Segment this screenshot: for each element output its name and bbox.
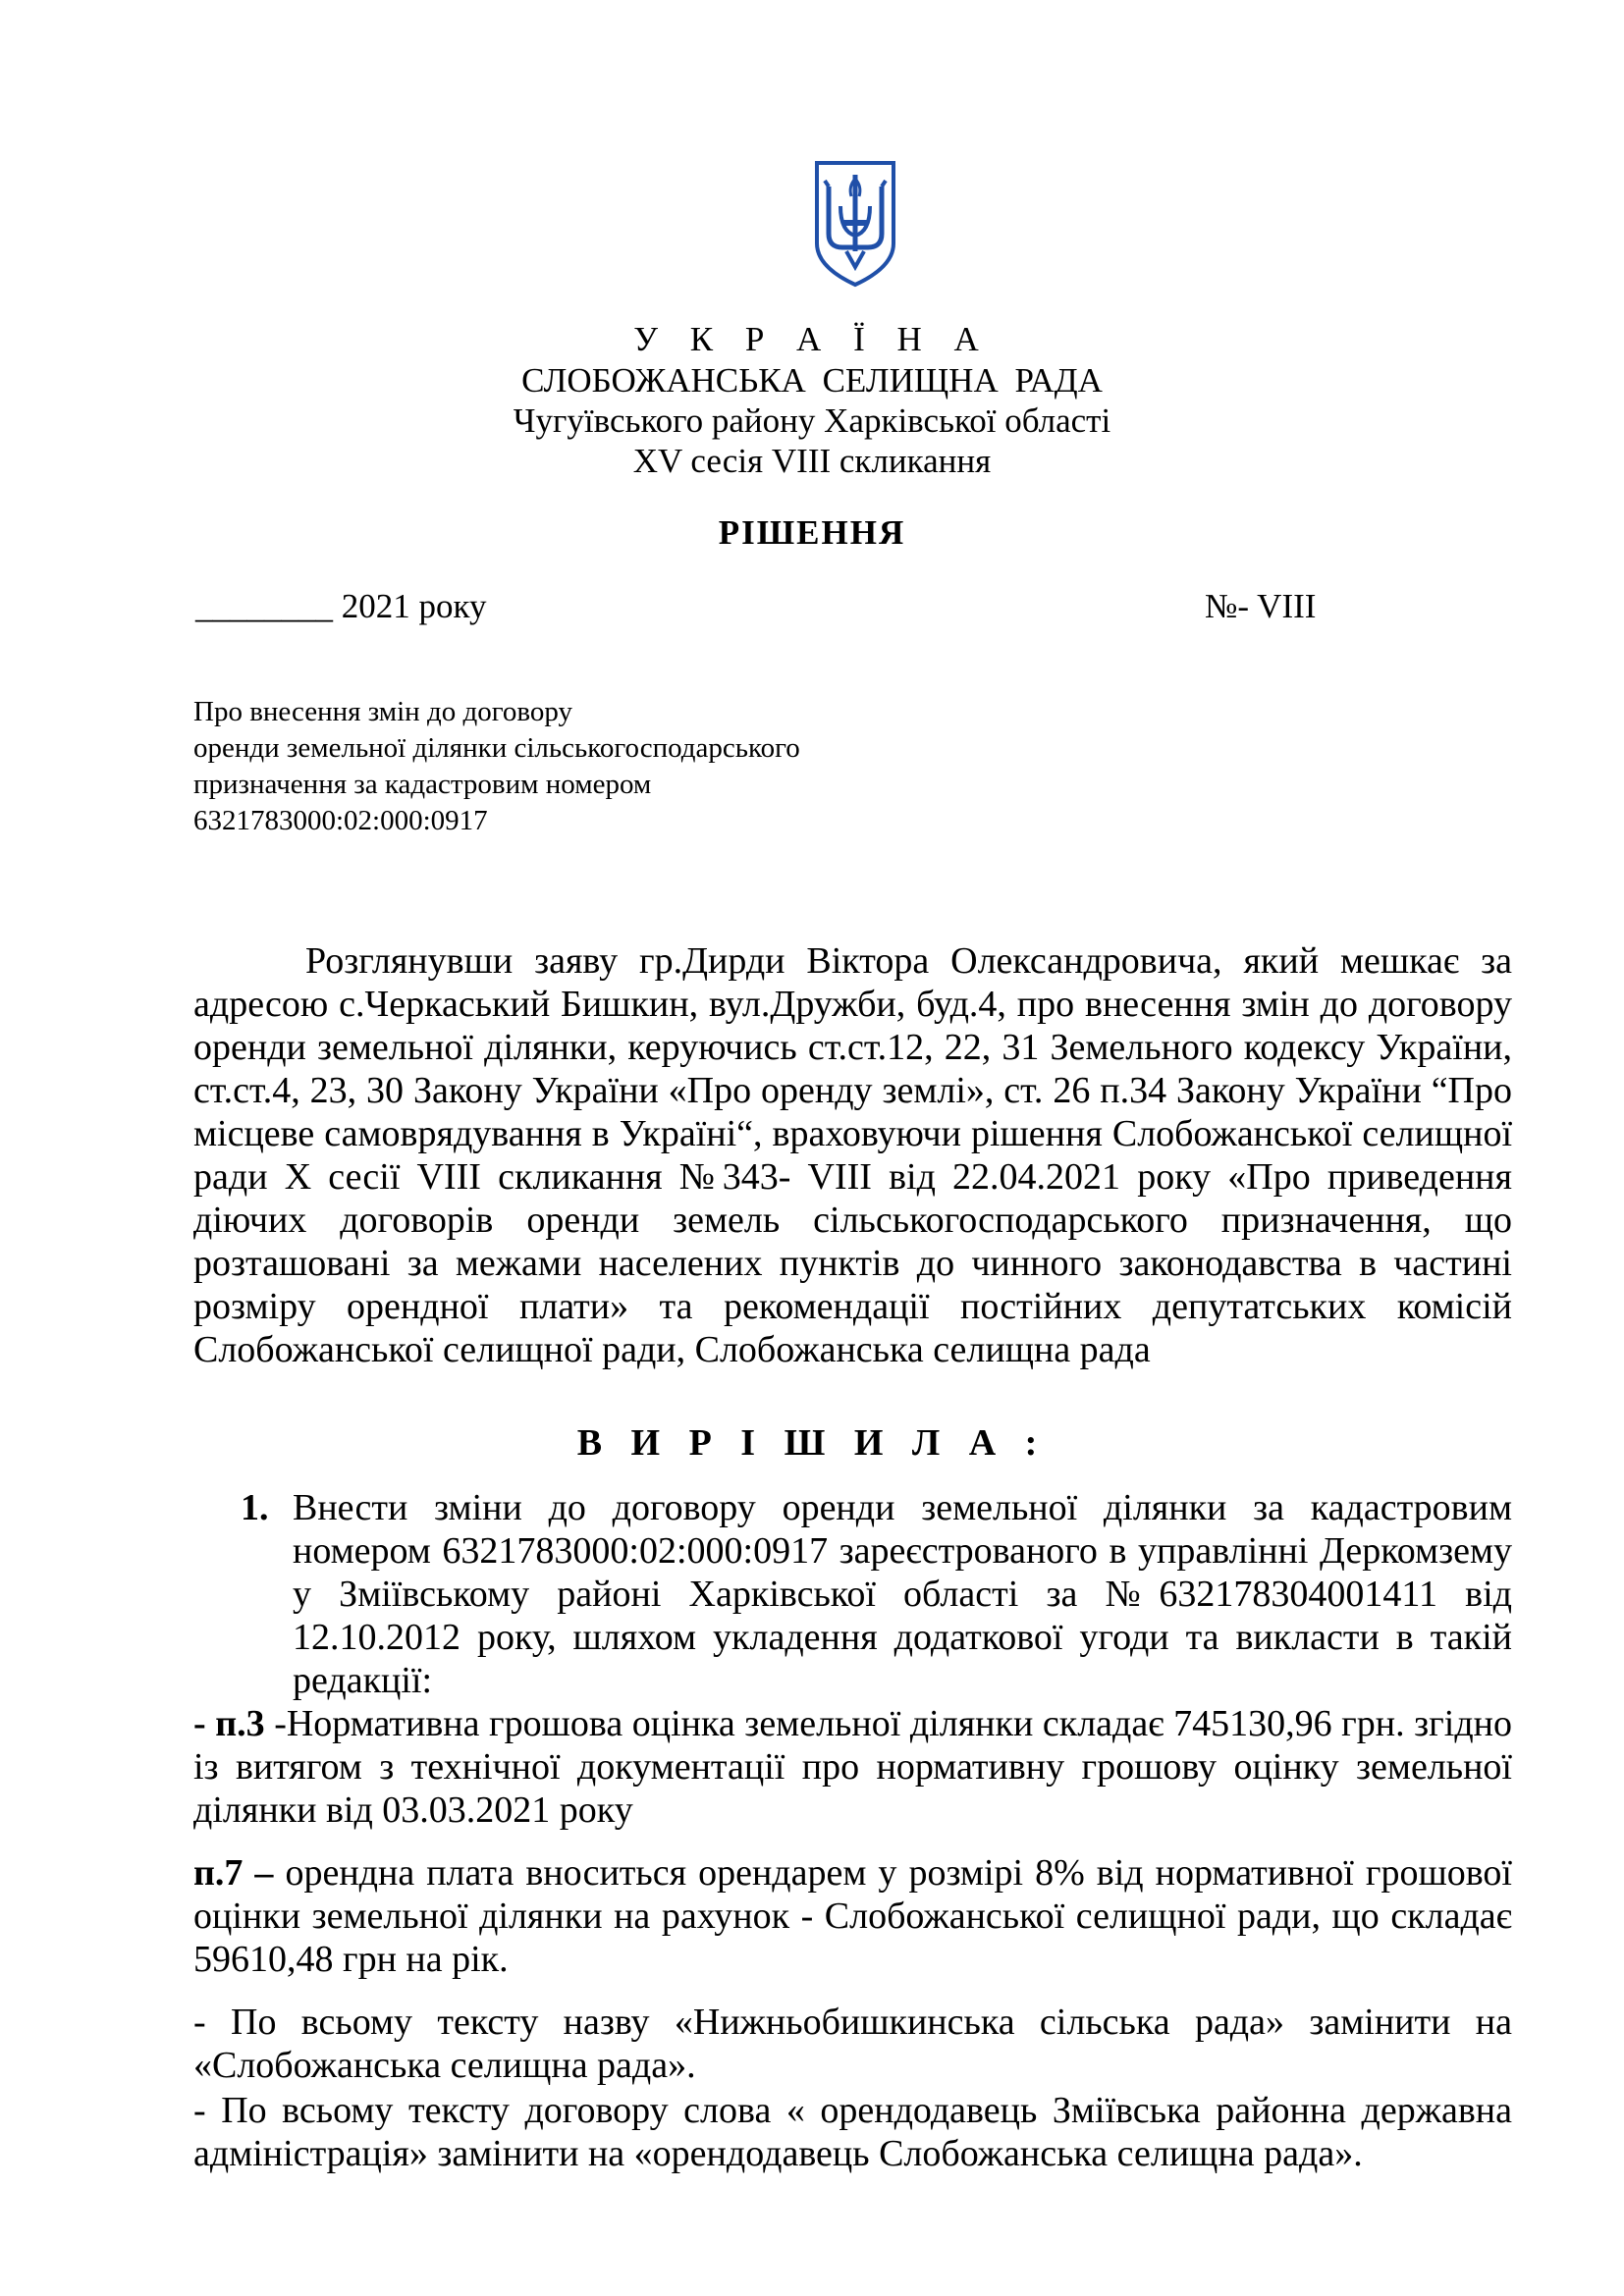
document-number: №- VIII: [1205, 587, 1317, 625]
header-session: XV сесія VIII скликання: [632, 442, 992, 480]
subject-line: 6321783000:02:000:0917: [193, 805, 488, 836]
replacement-bullet-1: - По всьому тексту назву «Нижньобишкинська сільська рада» замінити на «Слобожанська селищна рада».: [193, 2002, 1512, 2086]
clause-p3: [193, 1702, 1512, 1832]
clause-text: орендна плата вноситься орендарем у розмірі 8% від нормативної грошової оцінки земельної ділянки на рахунок - Слобожанської селищної ради, що складає 59610,48 грн на рік.: [193, 1852, 1512, 1980]
subject-line: оренди земельної ділянки сільськогосподарського: [193, 732, 800, 764]
document-title: РІШЕННЯ: [718, 513, 906, 552]
replacement-bullet-2: - По всьому тексту договору слова « орендодавець Зміївська районна державна адміністрація» замінити на «орендодавець Слобожанська селищна рада».: [193, 2090, 1512, 2174]
item-number: 1.: [241, 1487, 269, 1528]
clause-p7: [193, 1851, 1512, 1981]
subject-line: призначення за кадастровим номером: [193, 769, 652, 800]
item-text: Внести зміни до договору оренди земельної ділянки за кадастровим номером 6321783000:02:000:0917 зареєстрованого в управлінні Деркомзему у Зміївському районі Харківської області за №632178304001411 від 12.10.2012 року, шляхом укладення додаткової угоди та викласти в такій редакції:: [293, 1487, 1512, 1701]
decision-item-1: [241, 1486, 1512, 1702]
document-subject: [193, 694, 800, 839]
clause-label: - п.3: [193, 1703, 265, 1744]
header-country: У К Р А Ї Н А: [633, 320, 991, 358]
subject-line: Про внесення змін до договору: [193, 696, 572, 727]
document-date: ________ 2021 року: [195, 587, 487, 625]
preamble-paragraph: Розглянувши заяву гр.Дирди Віктора Олександровича, який мешкає за адресою с.Черкаський Бишкин, вул.Дружби, буд.4, про внесення змін до договору оренди земельної ділянки, керуючись ст.ст.12, 22, 31 Земельного кодексу України, ст.ст.4, 23, 30 Закону України «Про оренду землі», ст. 26 п.34 Закону України “Про місцеве самоврядування в Україні“, враховуючи рішення Слобожанської селищної ради X сесії VIII скликання №343- VIII від 22.04.2021 року «Про приведення діючих договорів оренди земель сільськогосподарського призначення, що розташовані за межами населених пунктів до чинного законодавства в частині розміру орендної плати» та рекомендації постійних депутатських комісій Слобожанської селищної ради, Слобожанська селищна рада: [193, 940, 1512, 1370]
trident-coat-of-arms-icon: [811, 157, 899, 290]
clause-label: п.7 –: [193, 1852, 274, 1894]
clause-text: -Нормативна грошова оцінка земельної ділянки складає 745130,96 грн. згідно із витягом з технічної документації про нормативну грошову оцінку земельної ділянки від 03.03.2021 року: [193, 1703, 1512, 1831]
header-council: СЛОБОЖАНСЬКА СЕЛИЩНА РАДА: [521, 361, 1103, 400]
resolved-heading: В И Р І Ш И Л А :: [576, 1422, 1048, 1464]
header-district: Чугуївського району Харківської області: [513, 401, 1111, 440]
